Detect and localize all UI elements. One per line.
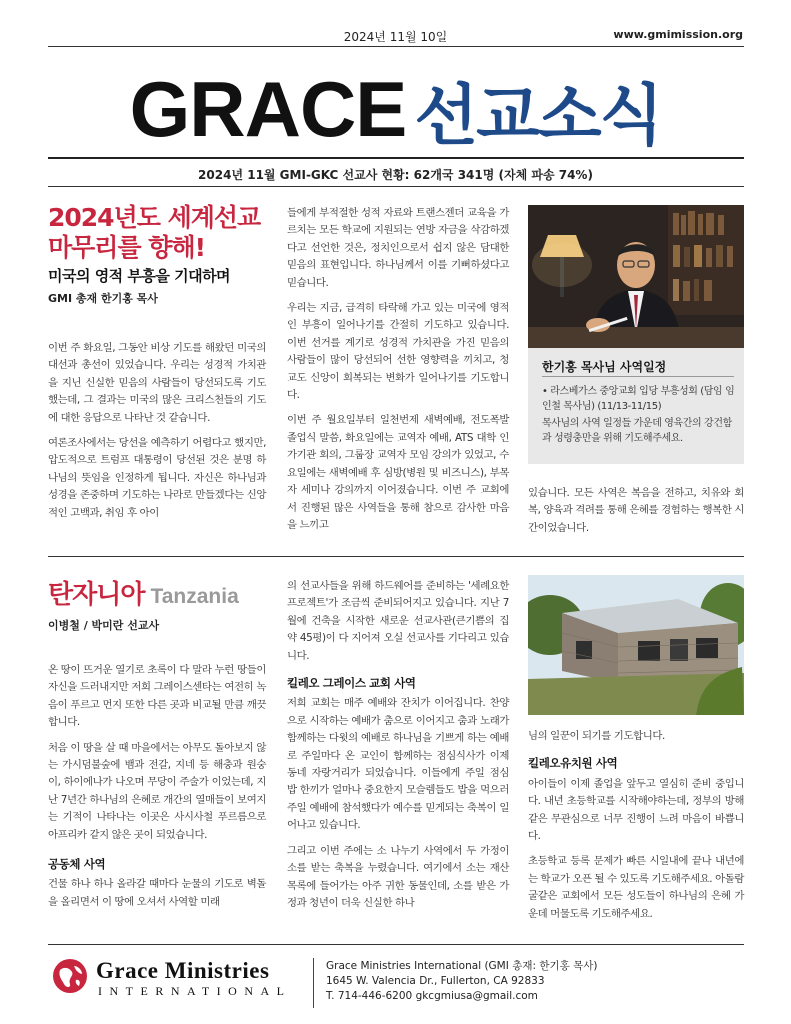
paragraph: 온 땅이 뜨거운 열기로 초록이 다 말라 누런 땅들이 자신을 드러내지만 저희 그레이스센타는 여전히 녹음이 푸르고 먼지 또한 다른 곳과 비교될 만큼 깨끗합니다. [48, 664, 266, 729]
article1-col3 [528, 485, 744, 545]
header-rule [48, 46, 744, 47]
schedule-note: 목사님의 사역 일정들 가운데 영육간의 강건함과 성령충만을 위해 기도해주세요. [542, 418, 732, 444]
pastor-photo-illustration [528, 205, 744, 348]
article2-title [48, 574, 278, 611]
schedule-title: 한기홍 목사님 사역일정 [542, 360, 667, 374]
mission-house-illustration [528, 575, 744, 715]
paragraph: 아이들이 이제 졸업을 앞두고 열심히 준비 중입니다. 내년 초등학교를 시작해야하는데, 정부의 방해같은 무관심으로 너무 진행이 느려 마음이 바쁩니다. [528, 777, 744, 843]
article1-col1 [48, 340, 266, 530]
section-heading: 킬레오유치원 사역 [528, 756, 618, 771]
article2-col2 [287, 578, 509, 920]
paragraph: 들에게 부적절한 성적 자료와 트랜스젠더 교육을 가르치는 모든 학교에 지원되는 연방 자금을 삭감하겠다고 선언한 것은, 정치인으로서 쉽지 않은 담대한 믿음의 표현입니다. 하나님께서 이를 기뻐하셨다고 믿습니다. [287, 207, 509, 289]
paragraph: 초등학교 등록 문제가 빠른 시일내에 끝나 내년에는 학교가 오픈 될 수 있도록 기도해주세요. 아돌람 굴같은 교회에서 모든 성도들이 하나님의 은혜 가운데 머물도록 기도해주세요. [528, 855, 744, 920]
footer-contact [326, 959, 746, 1004]
article2-title-english: Tanzania [150, 585, 239, 608]
article1-header [48, 203, 273, 306]
paragraph: 이번 주 월요일부터 일천번제 새벽예배, 전도폭발 졸업식 말씀, 화요일에는 교역자 예배, ATS 대학 인가기관 회의, 그룹장 교역자 모임 강의가 있었고, 수요일에는 새벽예배 후 심방(병원 및 비즈니스), 부목자 세미나 강의까지 이어졌습니다. 이번 주 교회에서 진행된 많은 사역들을 통해 참으로 감사한 마음을 느끼고 [287, 414, 509, 531]
article2-byline: 이병철 / 박미란 선교사 [48, 619, 160, 632]
footer-address: 1645 W. Valencia Dr., Fullerton, CA 92833 [326, 975, 545, 987]
footer-org: Grace Ministries International (GMI 총재: 한기홍 목사) [326, 960, 598, 972]
website-link[interactable]: www.gmimission.org [613, 28, 743, 41]
issue-date: 2024년 11월 10일 [343, 30, 448, 44]
mission-house-photo [528, 575, 744, 715]
schedule-box [528, 348, 744, 464]
footer-phone-email[interactable]: T. 714-446-6200 gkcgmiusa@gmail.com [326, 990, 538, 1002]
bullet-icon: • [542, 386, 551, 397]
article1-col2 [287, 205, 509, 542]
paragraph: 여론조사에서는 당선을 예측하기 어렵다고 했지만, 압도적으로 트럼프 대통령이 당선된 것은 분명 하나님의 뜻임을 인정하게 됩니다. 자신은 하나님과 성경을 존중하며 기도하는 나라로 만들겠다는 신앙적인 고백과, 취임 후 아이 [48, 437, 266, 519]
paragraph: 님의 일꾼이 되기를 기도합니다. [528, 730, 665, 742]
section-divider [48, 556, 744, 557]
missionary-status: 2024년 11월 GMI-GKC 선교사 현황: 62개국 341명 (자체 파송 74%) [198, 168, 593, 182]
footer-logo-name: Grace Ministries [96, 958, 270, 983]
masthead-korean: 선교소식 [414, 77, 662, 154]
masthead-english: GRACE [129, 65, 407, 153]
pastor-photo [528, 205, 744, 348]
paragraph: 의 선교사들을 위해 하드웨어를 준비하는 '세례요한 프로젝트'가 조금씩 준비되어지고 있습니다. 지난 7월에 건축을 시작한 새로운 선교사관(큰기쁨의 집 약 45평)이 다 지어져 오실 선교사를 기다리고 있습니다. [287, 580, 509, 662]
footer-logo-subtitle: INTERNATIONAL [98, 984, 292, 998]
masthead [0, 62, 791, 154]
footer-rule [48, 944, 744, 945]
paragraph: 처음 이 땅을 살 때 마을에서는 아무도 돌아보지 않는 가시덤불숲에 뱀과 전갈, 지네 등 해충과 원숭이, 하이에나가 나오며 무당이 주술가 이었는데, 지난 7년간 하나님의 은혜로 개간의 열매들이 보여지는 기적이 나타나는 이곳은 사시사철 푸르름으로 아프리카 같지 않은 곳이 되었습니다. [48, 741, 266, 841]
section-heading: 킬레오 그레이스 교회 사역 [287, 676, 416, 691]
paragraph: 이번 주 화요일, 그동안 비상 기도를 해왔던 미국의 대선과 총선이 있었습니다. 우리는 성경적 가치관을 지닌 신실한 믿음의 사람들이 당선되도록 기도했는데, 그 결과는 미국의 많은 크리스천들의 기도에 대한 응답으로 나타난 것 같습니다. [48, 342, 266, 424]
article1-title-line2: 마무리를 향해! [48, 233, 206, 262]
globe-logo-icon [52, 958, 88, 994]
schedule-item: • 라스베가스 중앙교회 입당 부흥성회 (담임 임인철 목사님) (11/13-11/15) [542, 386, 735, 412]
paragraph: 있습니다. 모든 사역은 복음을 전하고, 치유와 회복, 양육과 격려를 통해 은혜를 경험하는 행복한 시간이었습니다. [528, 487, 744, 534]
article1-title-line1: 2024년도 세계선교 [48, 203, 261, 232]
article1-byline: GMI 총재 한기홍 목사 [48, 292, 158, 305]
article2-title-korean: 탄자니아 [48, 580, 145, 610]
masthead-rule [48, 157, 744, 159]
schedule-content [542, 384, 738, 446]
article2-col3 [528, 728, 744, 931]
footer-divider [313, 958, 314, 1008]
status-rule [48, 186, 744, 187]
paragraph: 건물 하나 하나 올라갈 때마다 눈물의 기도로 벽돌을 올리면서 이 땅에 오셔서 사역할 미래 [48, 878, 266, 908]
paragraph: 우리는 지금, 급격히 타락해 가고 있는 미국에 영적인 부흥이 일어나기를 간절히 기도하고 있습니다. 이번 선거를 계기로 성경적 가치관을 가진 믿음의 사람들이 많이 당선되어 선한 영향력을 끼치고, 청교도 신앙이 회복되는 변화가 일어나기를 기도합니다. [287, 302, 509, 402]
article2-col1 [48, 662, 266, 919]
paragraph: 그리고 이번 주에는 소 나누기 사역에서 두 가정이 소를 받는 축복을 누렸습니다. 여기에서 소는 재산 목록에 들어가는 아주 귀한 동물인데, 소를 받은 가정과 청년이 더욱 신실한 하나 [287, 844, 509, 909]
article1-subtitle: 미국의 영적 부흥을 기대하며 [48, 267, 231, 285]
article2-header [48, 574, 278, 633]
section-heading: 공동체 사역 [48, 857, 106, 872]
paragraph: 저희 교회는 매주 예배와 잔치가 이어집니다. 찬양으로 시작하는 예배가 춤으로 이어지고 춤과 노래가 함께하는 다윗의 예배로 하나님을 기쁘게 하는 예배로 주일마다 온 교인이 함께하는 점심식사가 이제 동네 자랑거리가 되었습니다. 이들에게 주일 점심 밥 한끼가 얼마나 중요한지 모슬렘들도 밥을 먹으러 주일 예배에 참석했다가 예수를 믿게되는 축복이 일어나고 있습니다. [287, 697, 509, 832]
schedule-rule [542, 376, 734, 377]
